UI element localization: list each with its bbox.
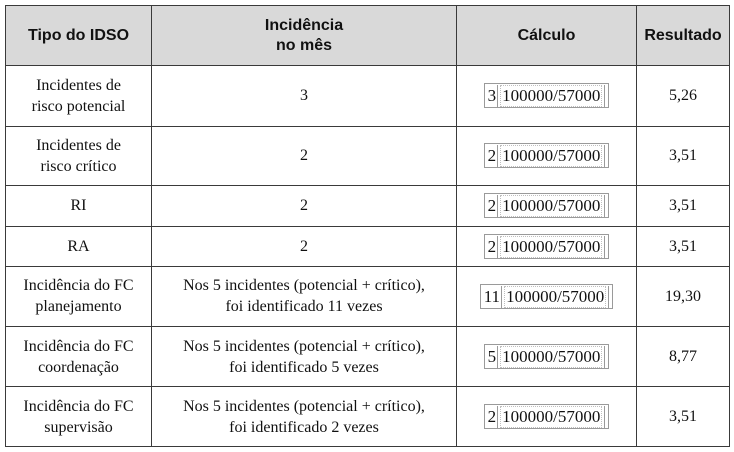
table-row xyxy=(6,186,730,226)
header-incidencia-line2: no mês xyxy=(275,36,332,54)
calc-multiplier: 2 xyxy=(487,407,497,427)
table-row xyxy=(6,126,730,186)
calc-parenthesis xyxy=(497,346,605,368)
cell-calculo xyxy=(457,226,637,266)
cell-resultado: 8,77 xyxy=(637,326,730,387)
cell-incidencia xyxy=(152,126,457,186)
cell-tipo xyxy=(6,126,152,186)
incidencia-line: Nos 5 incidentes (potencial + crítico), xyxy=(183,277,425,295)
cell-incidencia xyxy=(152,226,457,266)
calc-formula xyxy=(484,143,610,168)
incidencia-line: Nos 5 incidentes (potencial + crítico), xyxy=(183,397,425,415)
calc-multiplier: 2 xyxy=(487,236,497,256)
tipo-line: RA xyxy=(67,237,90,255)
calc-fraction: 100000/57000 xyxy=(502,407,601,427)
calc-parenthesis xyxy=(497,195,605,217)
cell-incidencia xyxy=(152,186,457,226)
calc-parenthesis xyxy=(497,85,605,107)
cell-calculo xyxy=(457,387,637,447)
cell-incidencia xyxy=(152,326,457,387)
incidencia-line: 2 xyxy=(300,237,308,255)
cell-tipo xyxy=(6,267,152,327)
calc-fraction: 100000/57000 xyxy=(502,146,601,166)
calc-multiplier: 2 xyxy=(487,146,497,166)
header-incidencia xyxy=(152,6,457,66)
table-row xyxy=(6,267,730,327)
calc-fraction: 100000/57000 xyxy=(502,347,601,367)
calc-formula xyxy=(484,404,610,429)
incidencia-line: foi identificado 11 vezes xyxy=(225,298,383,316)
tipo-line: Incidentes de xyxy=(36,76,121,94)
calc-multiplier: 5 xyxy=(487,347,497,367)
calc-fraction: 100000/57000 xyxy=(506,286,605,306)
calc-multiplier: 3 xyxy=(487,86,497,106)
header-resultado: Resultado xyxy=(637,6,730,66)
table-row xyxy=(6,387,730,447)
tipo-line: coordenação xyxy=(38,358,119,376)
cell-calculo xyxy=(457,186,637,226)
cell-tipo xyxy=(6,326,152,387)
tipo-line: Incidentes de xyxy=(36,136,121,154)
cell-calculo xyxy=(457,267,637,327)
cell-resultado: 5,26 xyxy=(637,66,730,127)
cell-calculo xyxy=(457,126,637,186)
header-incidencia-line1: Incidência xyxy=(264,16,344,34)
cell-incidencia xyxy=(152,267,457,327)
tipo-line: risco crítico xyxy=(40,157,117,175)
tipo-line: planejamento xyxy=(35,298,122,316)
calc-formula xyxy=(484,344,610,369)
table-body xyxy=(6,66,730,447)
tipo-line: Incidência do FC xyxy=(23,277,134,295)
table-row xyxy=(6,226,730,266)
cell-calculo xyxy=(457,326,637,387)
tipo-line: Incidência do FC xyxy=(23,397,134,415)
tipo-line: Incidência do FC xyxy=(23,337,134,355)
tipo-line: RI xyxy=(70,197,87,215)
idso-table xyxy=(5,5,730,447)
calc-multiplier: 2 xyxy=(487,196,497,216)
incidencia-line: foi identificado 2 vezes xyxy=(229,418,379,436)
cell-incidencia xyxy=(152,387,457,447)
table-row xyxy=(6,326,730,387)
calc-fraction: 100000/57000 xyxy=(502,196,601,216)
cell-resultado: 3,51 xyxy=(637,126,730,186)
cell-resultado: 3,51 xyxy=(637,387,730,447)
incidencia-line: 2 xyxy=(300,197,308,215)
cell-resultado: 3,51 xyxy=(637,226,730,266)
incidencia-line: Nos 5 incidentes (potencial + crítico), xyxy=(183,337,425,355)
incidencia-line: 2 xyxy=(300,147,308,165)
calc-multiplier: 11 xyxy=(483,286,501,306)
calc-parenthesis xyxy=(497,236,605,258)
cell-tipo xyxy=(6,66,152,127)
calc-formula xyxy=(480,284,614,309)
calc-parenthesis xyxy=(497,406,605,428)
calc-parenthesis xyxy=(497,145,605,167)
calc-fraction: 100000/57000 xyxy=(502,236,601,256)
cell-tipo xyxy=(6,186,152,226)
cell-calculo xyxy=(457,66,637,127)
tipo-line: supervisão xyxy=(44,418,113,436)
header-calculo: Cálculo xyxy=(457,6,637,66)
header-tipo: Tipo do IDSO xyxy=(6,6,152,66)
calc-formula xyxy=(484,83,610,108)
incidencia-line: foi identificado 5 vezes xyxy=(229,358,379,376)
calc-parenthesis xyxy=(501,286,609,308)
table-row xyxy=(6,66,730,127)
header-row xyxy=(6,6,730,66)
cell-tipo xyxy=(6,226,152,266)
cell-resultado: 19,30 xyxy=(637,267,730,327)
cell-tipo xyxy=(6,387,152,447)
incidencia-line: 3 xyxy=(300,87,308,105)
table-header xyxy=(6,6,730,66)
cell-resultado: 3,51 xyxy=(637,186,730,226)
cell-incidencia xyxy=(152,66,457,127)
calc-formula xyxy=(484,234,610,259)
calc-formula xyxy=(484,193,610,218)
calc-fraction: 100000/57000 xyxy=(502,86,601,106)
tipo-line: risco potencial xyxy=(31,97,126,115)
